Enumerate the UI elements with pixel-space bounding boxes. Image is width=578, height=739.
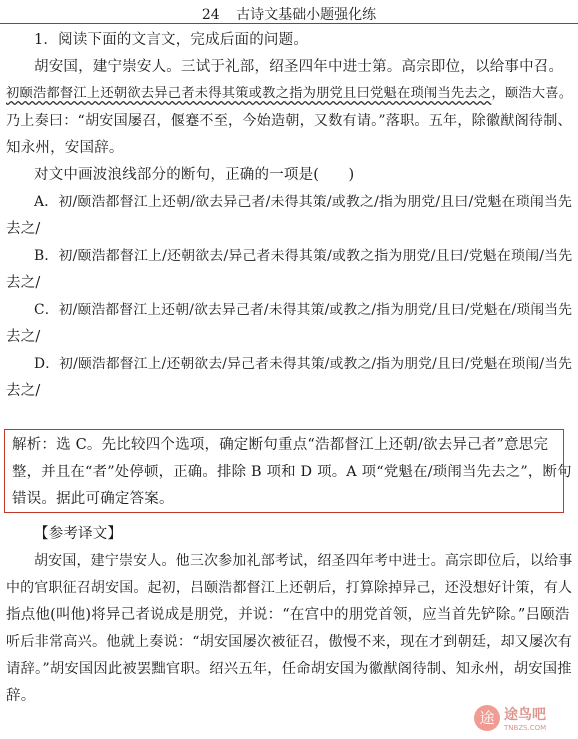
option-c-line-2: 去之/ [6,329,41,345]
passage-line-2-tail: ，颐浩大喜。 [491,86,573,101]
page-header [0,4,578,24]
header-number: 24 [201,7,220,23]
option-a-line-1: A．初/颐浩都督江上还朝/欲去异己者/未得其策/或教之/指为朋党/且曰/党魁在琐闱当先 [34,194,573,210]
watermark [474,703,570,733]
watermark-logo-icon: 途 [474,705,500,731]
header-rule [0,23,578,24]
passage-line-2 [6,85,572,103]
passage-line-1: 胡安国，建宁崇安人。三试于礼部，绍圣四年中进士第。高宗即位，以给事中召。 [34,59,564,75]
passage-line-4: 知永州，安国辞。 [6,140,124,156]
question-intro: 1．阅读下面的文言文，完成后面的问题。 [34,32,309,48]
translation-line-4: 听后非常高兴。他就上奏说：“胡安国屡次被征召，傲慢不来，现在才到朝廷，却又屡次有 [6,634,573,650]
translation-line-2: 中的官职征召胡安国。起初，吕颐浩都督江上还朝后，打算除掉异己，还没想好计策，有人 [6,580,573,596]
option-b-line-2: 去之/ [6,275,41,291]
option-a-line-2: 去之/ [6,221,41,237]
translation-heading: 【参考译文】 [34,526,123,542]
translation-line-3: 指点他(叫他)将异己者说成是朋党，并说：“在宫中的朋党首领，应当首先铲除。”吕颐浩 [6,607,570,623]
translation-line-5: 请辞。”胡安国因此被罢黜官职。绍兴五年，任命胡安国为徽猷阁待制、知永州，胡安国推 [6,661,572,677]
passage-line-3: 乃上奏曰：“胡安国屡召，偃蹇不至，今始造朝，又数有请。”落职。五年，除徽猷阁待制、 [6,113,572,129]
option-b-line-1: B．初/颐浩都督江上/还朝欲去/异己者未得其策/或教之指为朋党/且曰/党魁在琐闱/当先 [34,248,573,264]
translation-line-6: 辞。 [6,688,36,704]
explanation-line-3: 错误。据此可确定答案。 [12,491,174,507]
option-d-line-2: 去之/ [6,383,41,399]
option-d-line-1: D．初/颐浩都督江上/还朝欲去/异己者未得其策/或教之/指为朋党/且曰/党魁在琐闱/当先 [34,356,573,372]
question-stem: 对文中画波浪线部分的断句，正确的一项是( ) [34,167,355,183]
watermark-text [504,704,546,732]
translation-line-1: 胡安国，建宁崇安人。他三次参加礼部考试，绍圣四年考中进士。高宗即位后，以给事 [34,553,573,569]
watermark-name: 途鸟吧 [504,707,546,723]
watermark-url: TNBZS.COM [504,724,547,732]
explanation-line-2: 整，并且在“者”处停顿，正确。排除 B 项和 D 项。A 项“党魁在/琐闱当先去之”，断句 [12,464,572,480]
header-title: 古诗文基础小题强化练 [236,7,377,23]
option-c-line-1: C．初/颐浩都督江上还朝/欲去异己者/未得其策/或教之/指为朋党/且曰/党魁在/琐闱当先 [34,302,573,318]
wavy-underlined-sentence: 初颐浩都督江上还朝欲去异己者未得其策或教之指为朋党且曰党魁在琐闱当先去之 [6,86,492,101]
explanation-line-1: 解析：选 C。先比较四个选项，确定断句重点“浩都督江上还朝/欲去异己者”意思完 [12,437,549,453]
